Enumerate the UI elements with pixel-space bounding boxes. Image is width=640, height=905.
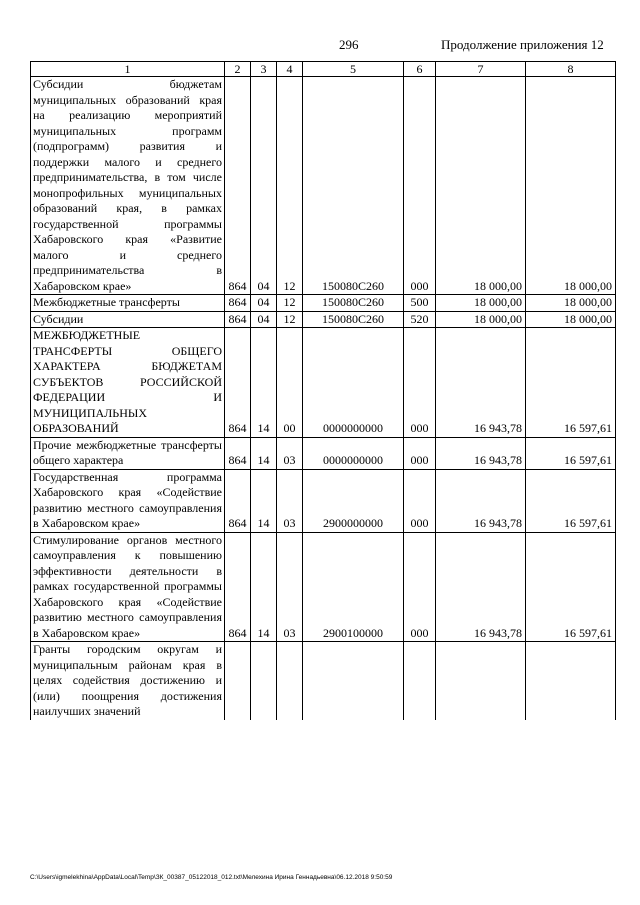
cell-amount-1 (436, 642, 526, 720)
cell-target-article: 150080С260 (303, 77, 404, 295)
cell-expense-type: 000 (404, 469, 436, 532)
row-name: МЕЖБЮДЖЕТНЫЕ ТРАНСФЕРТЫ ОБЩЕГО ХАРАКТЕРА БЮДЖЕТАМ СУБЪЕКТОВ РОССИЙСКОЙ ФЕДЕРАЦИИ И МУНИЦИПАЛЬНЫХ ОБРАЗОВАНИЙ (31, 328, 225, 438)
column-header: 5 (303, 62, 404, 77)
row-name: Межбюджетные трансферты (31, 295, 225, 312)
cell-subsection: 03 (277, 532, 303, 642)
budget-table (30, 61, 616, 720)
table-row (31, 295, 616, 312)
cell-subsection: 03 (277, 437, 303, 469)
cell-admin-code: 864 (225, 295, 251, 312)
cell-amount-1: 16 943,78 (436, 328, 526, 438)
cell-amount-2 (526, 642, 616, 720)
column-header: 3 (251, 62, 277, 77)
cell-expense-type: 000 (404, 77, 436, 295)
cell-amount-2: 16 597,61 (526, 469, 616, 532)
cell-amount-2: 18 000,00 (526, 77, 616, 295)
cell-amount-2: 18 000,00 (526, 311, 616, 328)
cell-expense-type: 000 (404, 328, 436, 438)
row-name: Субсидии (31, 311, 225, 328)
cell-expense-type: 000 (404, 437, 436, 469)
cell-subsection: 12 (277, 77, 303, 295)
cell-section: 14 (251, 532, 277, 642)
row-name: Гранты городским округам и муниципальным районам края в целях содействия достижению и (или) поощрения достижения наилучших значений (31, 642, 225, 720)
cell-admin-code (225, 642, 251, 720)
cell-subsection (277, 642, 303, 720)
cell-section: 04 (251, 77, 277, 295)
cell-subsection: 03 (277, 469, 303, 532)
cell-admin-code: 864 (225, 311, 251, 328)
cell-amount-2: 16 597,61 (526, 532, 616, 642)
cell-admin-code: 864 (225, 328, 251, 438)
cell-admin-code: 864 (225, 77, 251, 295)
cell-section: 04 (251, 295, 277, 312)
cell-amount-2: 18 000,00 (526, 295, 616, 312)
cell-expense-type: 000 (404, 532, 436, 642)
continuation-caption: Продолжение приложения 12 (441, 37, 604, 52)
cell-admin-code: 864 (225, 469, 251, 532)
cell-target-article: 150080С260 (303, 295, 404, 312)
cell-target-article: 150080С260 (303, 311, 404, 328)
cell-amount-1: 16 943,78 (436, 469, 526, 532)
row-name: Прочие межбюджетные трансферты общего характера (31, 437, 225, 469)
cell-amount-1: 16 943,78 (436, 532, 526, 642)
cell-admin-code: 864 (225, 532, 251, 642)
row-name: Государственная программа Хабаровского края «Содействие развитию местного самоуправления в Хабаровском крае» (31, 469, 225, 532)
cell-amount-1: 18 000,00 (436, 77, 526, 295)
cell-expense-type: 500 (404, 295, 436, 312)
cell-section: 04 (251, 311, 277, 328)
cell-expense-type (404, 642, 436, 720)
cell-section: 14 (251, 469, 277, 532)
column-header: 7 (436, 62, 526, 77)
column-header: 1 (31, 62, 225, 77)
cell-subsection: 12 (277, 311, 303, 328)
cell-amount-1: 18 000,00 (436, 311, 526, 328)
table-header-row (31, 62, 616, 77)
cell-section (251, 642, 277, 720)
cell-subsection: 12 (277, 295, 303, 312)
cell-amount-1: 16 943,78 (436, 437, 526, 469)
cell-section: 14 (251, 328, 277, 438)
row-name: Стимулирование органов местного самоуправления к повышению эффективности деятельности в рамках государственной программы Хабаровского края «Содействие развитию местного самоуправления в Хабаровском крае» (31, 532, 225, 642)
cell-target-article (303, 642, 404, 720)
cell-target-article: 0000000000 (303, 437, 404, 469)
table-row (31, 437, 616, 469)
cell-subsection: 00 (277, 328, 303, 438)
cell-amount-2: 16 597,61 (526, 328, 616, 438)
cell-target-article: 0000000000 (303, 328, 404, 438)
cell-expense-type: 520 (404, 311, 436, 328)
table-row (31, 328, 616, 438)
table-row (31, 77, 616, 295)
document-footer-path: C:\Users\igmelekhina\AppData\Local\Temp\ЗК_00387_05122018_012.txt\Мелехина Ирина Геннадьевна\06.12.2018 9:50:59 (30, 874, 393, 881)
cell-target-article: 2900100000 (303, 532, 404, 642)
table-row (31, 469, 616, 532)
table-row (31, 532, 616, 642)
column-header: 8 (526, 62, 616, 77)
cell-amount-2: 16 597,61 (526, 437, 616, 469)
cell-admin-code: 864 (225, 437, 251, 469)
column-header: 4 (277, 62, 303, 77)
cell-amount-1: 18 000,00 (436, 295, 526, 312)
row-name: Субсидии бюджетам муниципальных образований края на реализацию мероприятий муниципальных программ (подпрограмм) развития и поддержки малого и среднего предпринимательства, в том числе монопрофильных муниципальных образований края, в рамках государственной программы Хабаровского края «Развитие малого и среднего предпринимательства в Хабаровском крае» (31, 77, 225, 295)
cell-section: 14 (251, 437, 277, 469)
cell-target-article: 2900000000 (303, 469, 404, 532)
table-row (31, 642, 616, 720)
column-header: 6 (404, 62, 436, 77)
page-number: 296 (339, 37, 359, 52)
table-row (31, 311, 616, 328)
column-header: 2 (225, 62, 251, 77)
